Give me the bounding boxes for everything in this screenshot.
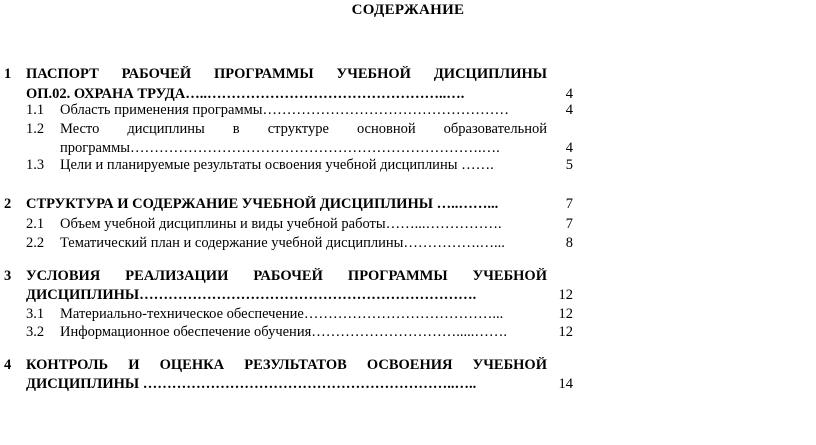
toc-entry-4-page: 14: [558, 376, 573, 392]
toc-entry-1-1-text: Область применения программы……………………………………………: [60, 102, 510, 118]
toc-entry-2-page: 7: [565, 196, 573, 212]
toc-entry-3-line-2-text: ДИСЦИПЛИНЫ…………………………………………………………….: [26, 287, 477, 303]
toc-entry-4-number: 4: [4, 357, 12, 373]
toc-entry-3-line-1: УСЛОВИЯ РЕАЛИЗАЦИИ РАБОЧЕЙ ПРОГРАММЫ УЧЕБНОЙ: [26, 268, 547, 284]
toc-entry-3-number: 3: [4, 268, 12, 284]
toc-entry-2-2-text: Тематический план и содержание учебной дисциплины…………….…...: [60, 235, 505, 251]
toc-entry-2-1-text: Объем учебной дисциплины и виды учебной работы……...…………….: [60, 216, 502, 232]
toc-entry-1-number: 1: [4, 66, 12, 82]
toc-entry-3-1-page: 12: [558, 306, 573, 322]
toc-entry-3-2-text: Информационное обеспечение обучения………………………….....…….: [60, 324, 508, 340]
toc-entry-4-line-2: ДИСЦИПЛИНЫ ………………………………………………………..…..: [26, 376, 477, 392]
toc-entry-1-line-1: ПАСПОРТ РАБОЧЕЙ ПРОГРАММЫ УЧЕБНОЙ ДИСЦИПЛИНЫ: [26, 66, 547, 82]
toc-entry-2-2-page: 8: [565, 235, 573, 251]
toc-entry-2-2-number: 2.2: [26, 235, 45, 251]
toc-entry-1-page: 4: [565, 86, 573, 102]
toc-entry-2-1-page: 7: [565, 216, 573, 232]
toc-entry-3-page: 12: [558, 287, 573, 303]
toc-entry-3-1-text: Материально-техническое обеспечение…………………………………...: [60, 306, 504, 322]
toc-entry-1-1-number: 1.1: [26, 102, 45, 118]
toc-entry-3-1-number: 3.1: [26, 306, 45, 322]
toc-entry-3-line-2: [26, 287, 547, 304]
toc-entry-1-line-2: ОП.02. ОХРАНА ТРУДА…..…………………………………………..….: [26, 86, 465, 102]
toc-entry-2-text: СТРУКТУРА И СОДЕРЖАНИЕ УЧЕБНОЙ ДИСЦИПЛИНЫ …..……...: [26, 196, 499, 212]
toc-entry-4-line-1: КОНТРОЛЬ И ОЦЕНКА РЕЗУЛЬТАТОВ ОСВОЕНИЯ УЧЕБНОЙ: [26, 357, 547, 373]
toc-entry-1-3-page: 5: [565, 157, 573, 173]
toc-entry-1-1-page: 4: [565, 102, 573, 118]
toc-entry-1-2-line-2: программы……………………………………………………………….….: [60, 140, 500, 156]
toc-entry-1-2-page: 4: [565, 140, 573, 156]
toc-entry-2-number: 2: [4, 196, 12, 212]
document-title: СОДЕРЖАНИЕ: [351, 2, 465, 18]
toc-entry-3-2-number: 3.2: [26, 324, 45, 340]
toc-entry-1-3-number: 1.3: [26, 157, 45, 173]
toc-entry-1-2-number: 1.2: [26, 121, 45, 137]
toc-entry-2-1-number: 2.1: [26, 216, 45, 232]
toc-entry-1-3-text: Цели и планируемые результаты освоения учебной дисциплины …….: [60, 157, 494, 173]
toc-entry-3-2-page: 12: [558, 324, 573, 340]
toc-entry-1-2-line-1: Место дисциплины в структуре основной образовательной: [60, 121, 547, 137]
